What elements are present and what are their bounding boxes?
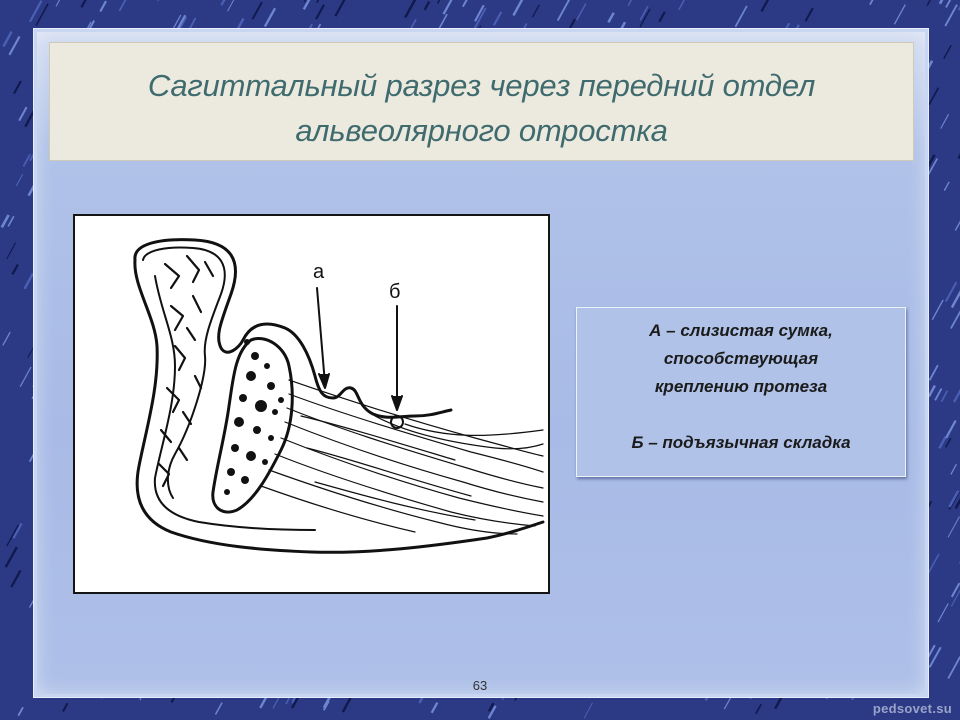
anatomy-figure xyxy=(73,214,550,594)
muscle-fibers xyxy=(261,380,543,534)
title-band xyxy=(49,42,914,161)
caption-line-1: А – слизистая сумка, xyxy=(649,321,833,340)
lingual-bone-contour xyxy=(213,338,292,512)
caption-spacer xyxy=(577,401,905,429)
slide-title-line-1: Сагиттальный разрез через передний отдел xyxy=(147,68,816,103)
caption-line-2: способствующая xyxy=(663,349,819,368)
slide-title-line-2: альвеолярного отростка xyxy=(295,113,668,148)
pointer-arrows xyxy=(317,288,402,410)
label-a: а xyxy=(313,261,325,283)
caption-line-3: креплению протеза xyxy=(654,377,828,396)
sagittal-section-drawing xyxy=(75,216,548,592)
caption-line-5: Б – подъязычная складка xyxy=(631,433,851,452)
watermark: pedsovet.su xyxy=(872,701,952,716)
arrow-a xyxy=(317,288,325,384)
caption-box xyxy=(576,307,906,477)
page-number: 63 xyxy=(472,678,488,693)
slide-title xyxy=(50,63,913,153)
label-b: б xyxy=(389,281,401,303)
